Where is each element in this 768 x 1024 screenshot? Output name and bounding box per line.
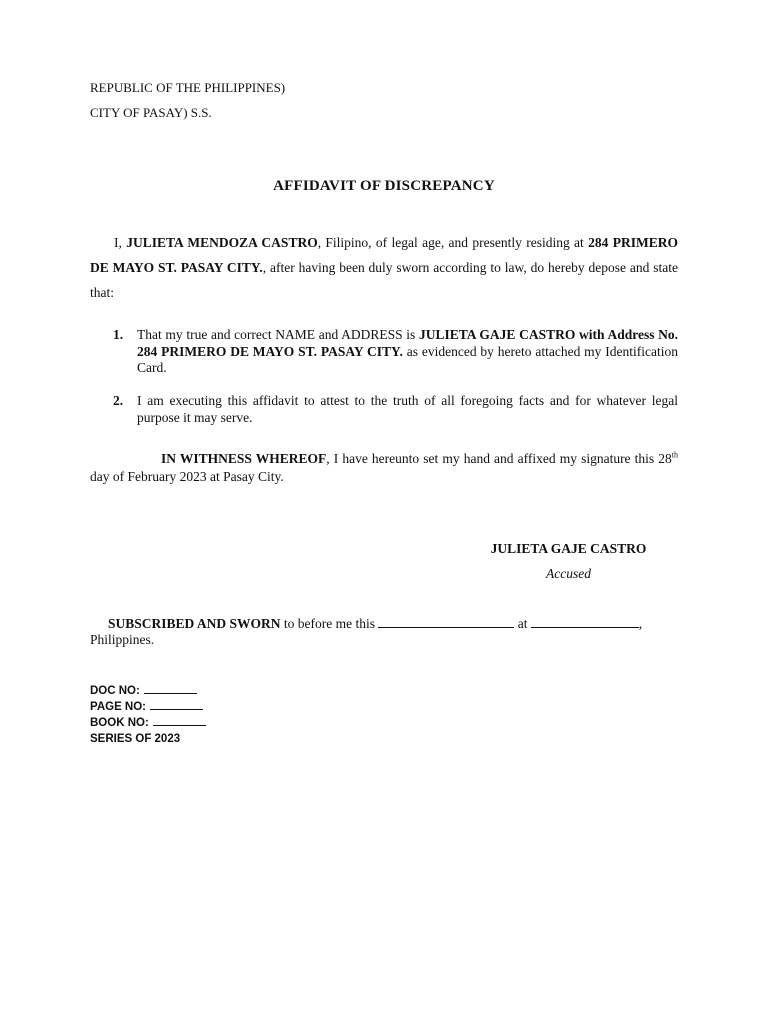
doc-no-blank[interactable] [144, 683, 197, 694]
intro-paragraph [90, 230, 678, 305]
signatory-name: JULIETA GAJE CASTRO [490, 541, 647, 556]
witness-text-a: , I have hereunto set my hand and affixed my signature this 28 [326, 451, 672, 466]
date-blank-field[interactable] [378, 615, 514, 628]
jurat-country: Philippines. [90, 632, 155, 647]
list-item-2 [113, 393, 678, 426]
list-item-1 [113, 327, 678, 377]
page-no-blank[interactable] [150, 699, 203, 710]
list-item-text [137, 327, 678, 377]
witness-paragraph [90, 450, 678, 485]
item-1-bold: JULIETA GAJE CASTRO with Address No. 284 PRIMERO DE MAYO ST. PASAY CITY. [137, 327, 679, 359]
item-1-text-b: as evidenced by hereto attached my Identification Card. [137, 343, 678, 375]
venue-line-city: CITY OF PASAY) S.S. [90, 105, 212, 120]
jurat-text-c: , [638, 616, 643, 631]
place-blank-field[interactable] [531, 615, 639, 628]
intro-suffix: , after having been duly sworn according to law, do hereby depose and state that: [90, 260, 678, 300]
venue-line-republic: REPUBLIC OF THE PHILIPPINES) [90, 80, 286, 95]
doc-no-row [90, 683, 197, 699]
affiant-address: 284 PRIMERO DE MAYO ST. PASAY CITY. [90, 235, 678, 275]
book-no-blank[interactable] [153, 715, 206, 726]
series-label: SERIES OF 2023 [90, 733, 181, 745]
document-title: AFFIDAVIT OF DISCREPANCY [273, 178, 495, 194]
witness-sup: th [671, 450, 678, 460]
jurat-text-b: at [514, 616, 531, 631]
signatory-role: Accused [546, 566, 591, 581]
book-no-label: BOOK NO: [90, 717, 149, 729]
list-item-number: 2. [113, 393, 124, 408]
jurat-heading: SUBSCRIBED AND SWORN [108, 616, 281, 631]
list-item-number: 1. [113, 327, 124, 342]
book-no-row [90, 715, 206, 731]
page-no-row [90, 699, 203, 715]
witness-text-b: day of February 2023 at Pasay City. [90, 468, 284, 484]
affiant-name: JULIETA MENDOZA CASTRO [126, 235, 318, 250]
item-1-text-a: That my true and correct NAME and ADDRESS is [137, 327, 419, 342]
intro-prefix: I, [114, 235, 127, 250]
list-item-text: I am executing this affidavit to attest to the truth of all foregoing facts and for whatever legal purpose it may serve. [137, 393, 678, 425]
doc-no-label: DOC NO: [90, 685, 140, 697]
page-no-label: PAGE NO: [90, 701, 147, 713]
jurat-line [108, 615, 642, 632]
intro-middle: , Filipino, of legal age, and presently residing at [317, 235, 589, 250]
witness-heading: IN WITHNESS WHEREOF [161, 451, 327, 466]
jurat-text-a: to before me this [280, 616, 379, 631]
